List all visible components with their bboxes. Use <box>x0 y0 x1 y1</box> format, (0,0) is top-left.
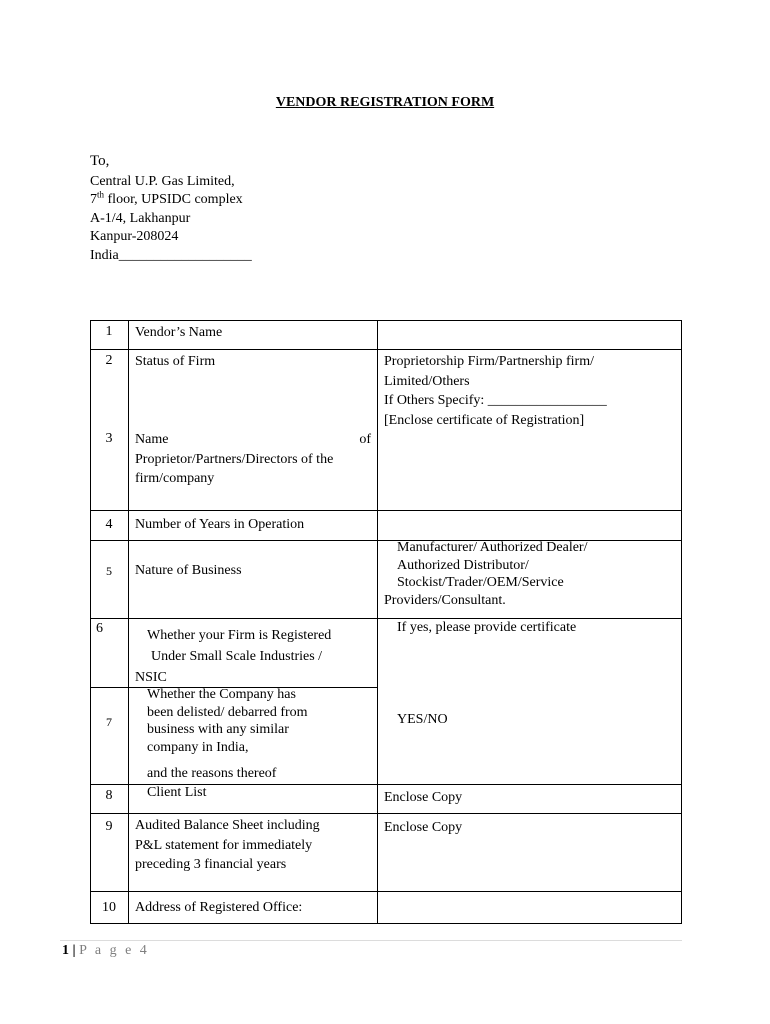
row-divider <box>90 349 682 350</box>
table-border <box>90 923 682 924</box>
registered-office-label: Address of Registered Office: <box>135 900 303 915</box>
table-border <box>90 320 682 321</box>
row-divider <box>90 891 682 892</box>
row-number: 5 <box>106 564 112 578</box>
page-label: P a g e 4 <box>79 943 150 958</box>
registered-office-field[interactable] <box>382 896 676 918</box>
row-number: 6 <box>96 621 103 636</box>
row-number: 4 <box>105 517 113 532</box>
proprietor-name-label: Name of Proprietor/Partners/Directors of the firm/company <box>135 432 371 486</box>
nature-business-label: Nature of Business <box>135 563 242 578</box>
delisted-yes-no[interactable]: YES/NO <box>397 712 448 727</box>
delisted-label: Whether the Company has been delisted/ debarred from business with any similar company in India, and the reasons thereof <box>147 687 308 781</box>
balance-sheet-enclose[interactable]: Enclose Copy <box>384 820 463 835</box>
row-number: 1 <box>105 324 113 339</box>
row-divider <box>90 618 682 619</box>
address-salutation: To, <box>90 153 110 169</box>
row-divider <box>90 510 682 511</box>
page-footer <box>62 943 149 959</box>
form-title: VENDOR REGISTRATION FORM <box>275 95 495 110</box>
row-number: 2 <box>105 353 113 368</box>
table-border <box>681 320 682 924</box>
years-operation-field[interactable] <box>382 514 676 536</box>
vendor-name-field[interactable] <box>382 323 676 345</box>
row-number: 10 <box>102 900 116 915</box>
row-number: 9 <box>105 819 113 834</box>
ssi-registration-label: Whether your Firm is Registered Under Small Scale Industries / NSIC <box>135 628 332 685</box>
address-company: Central U.P. Gas Limited, <box>90 173 235 189</box>
client-list-enclose[interactable]: Enclose Copy <box>384 790 463 805</box>
firm-status-label: Status of Firm <box>135 354 216 369</box>
years-operation-label: Number of Years in Operation <box>135 517 305 532</box>
nature-business-options[interactable]: Manufacturer/ Authorized Dealer/ Authorized Distributor/ Stockist/Trader/OEM/Service Providers/Consultant. <box>384 540 588 608</box>
vendor-form-table <box>90 320 682 924</box>
firm-status-options[interactable]: Proprietorship Firm/Partnership firm/ Limited/Others If Others Specify: _________________ [Enclose certificate of Registration] <box>384 354 607 428</box>
page-separator: | <box>69 943 80 958</box>
page-number: 1 <box>62 943 69 958</box>
vendor-name-label: Vendor’s Name <box>135 325 223 340</box>
ssi-certificate-note[interactable]: If yes, please provide certificate <box>397 620 577 635</box>
address-floor: 7th floor, UPSIDC complex <box>90 189 243 207</box>
row-divider <box>90 813 682 814</box>
address-line5: India___________________ <box>90 247 252 263</box>
row-number: 8 <box>105 788 113 803</box>
row-number: 7 <box>106 715 112 729</box>
client-list-label: Client List <box>147 785 207 800</box>
address-line3: A-1/4, Lakhanpur <box>90 210 191 226</box>
column-divider <box>377 320 378 924</box>
balance-sheet-label: Audited Balance Sheet including P&L statement for immediately preceding 3 financial years <box>135 818 320 872</box>
row-number: 3 <box>105 431 113 446</box>
recipient-address <box>90 152 252 265</box>
footer-divider <box>60 940 682 941</box>
address-line4: Kanpur-208024 <box>90 229 179 244</box>
proprietor-name-field[interactable] <box>382 430 676 506</box>
